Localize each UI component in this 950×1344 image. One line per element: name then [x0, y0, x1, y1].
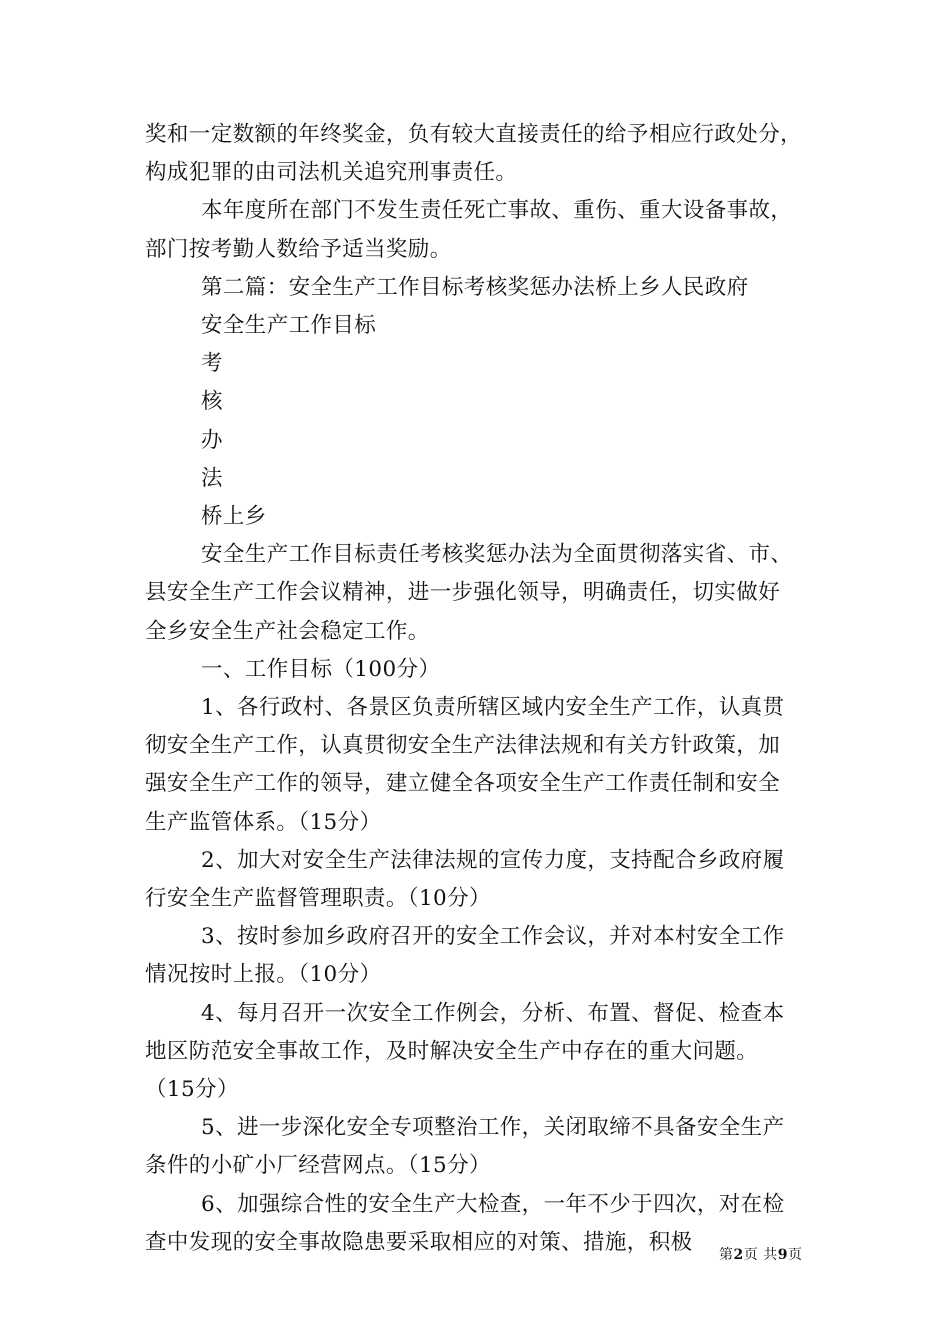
total-pages-number: 9 [777, 1247, 788, 1263]
text-line: 强安全生产工作的领导，建立健全各项安全生产工作责任制和安全 [145, 771, 781, 797]
text-line: （15分） [145, 1077, 239, 1103]
text-line: 奖和一定数额的年终奖金，负有较大直接责任的给予相应行政处分， [145, 122, 803, 147]
text-line: 行安全生产监督管理职责。（10分） [145, 886, 491, 912]
title-char: 考 [201, 351, 223, 377]
text-line: 本年度所在部门不发生责任死亡事故、重伤、重大设备事故， [201, 198, 793, 224]
text-line: 6、加强综合性的安全生产大检查，一年不少于四次，对在检 [201, 1191, 785, 1217]
section-heading: 一、工作目标（100分） [201, 656, 441, 682]
footer-prefix: 第 [719, 1247, 734, 1263]
footer-middle: 页 共 [743, 1247, 778, 1263]
text-line: 生产监管体系。（15分） [145, 809, 382, 835]
text-line: 查中发现的安全事故隐患要采取相应的对策、措施，积极 [145, 1229, 693, 1255]
text-line: 部门按考勤人数给予适当奖励。 [145, 236, 452, 262]
title-char: 核 [201, 389, 223, 415]
text-line: 彻安全生产工作，认真贯彻安全生产法律法规和有关方针政策，加 [145, 733, 781, 759]
document-body [145, 116, 825, 1262]
text-line: 全乡安全生产社会稳定工作。 [145, 618, 430, 644]
text-line: 条件的小矿小厂经营网点。（15分） [145, 1153, 491, 1179]
text-line: 3、按时参加乡政府召开的安全工作会议，并对本村安全工作 [201, 924, 785, 950]
section-heading: 第二篇：安全生产工作目标考核奖惩办法桥上乡人民政府 [201, 274, 749, 300]
text-line: 安全生产工作目标责任考核奖惩办法为全面贯彻落实省、市、 [201, 542, 793, 568]
title-char: 办 [201, 427, 223, 453]
text-line: 2、加大对安全生产法律法规的宣传力度，支持配合乡政府履 [201, 847, 785, 873]
title-line: 桥上乡 [201, 504, 267, 530]
text-line: 4、每月召开一次安全工作例会，分析、布置、督促、检查本 [201, 1000, 785, 1026]
title-char: 法 [201, 465, 223, 491]
text-line: 1、各行政村、各景区负责所辖区域内安全生产工作，认真贯 [201, 695, 785, 721]
current-page-number: 2 [733, 1247, 744, 1263]
title-line: 安全生产工作目标 [201, 313, 377, 339]
text-line: 5、进一步深化安全专项整治工作，关闭取缔不具备安全生产 [201, 1115, 785, 1141]
text-line: 县安全生产工作会议精神，进一步强化领导，明确责任，切实做好 [145, 580, 781, 606]
page-number-footer [719, 1246, 802, 1264]
text-line: 构成犯罪的由司法机关追究刑事责任。 [145, 160, 518, 186]
text-line: 情况按时上报。（10分） [145, 962, 382, 988]
text-line: 地区防范安全事故工作，及时解决安全生产中存在的重大问题。 [145, 1038, 759, 1064]
footer-suffix: 页 [787, 1247, 803, 1263]
